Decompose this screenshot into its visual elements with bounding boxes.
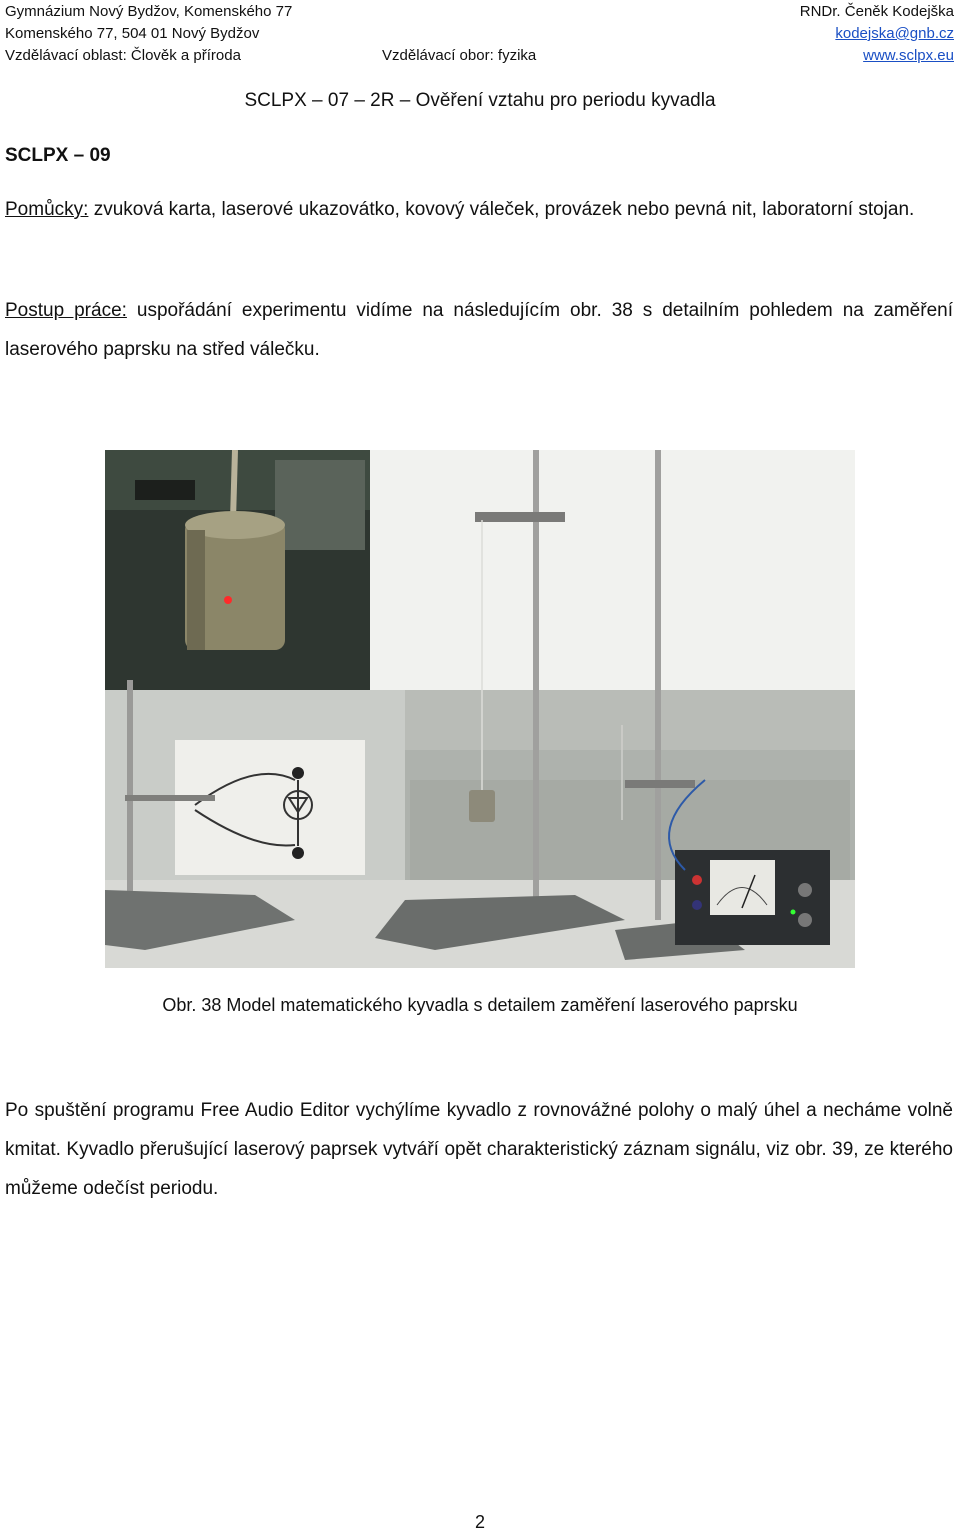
header-email-link[interactable]: kodejska@gnb.cz [835, 25, 954, 42]
header-subject: Vzdělávací obor: fyzika [382, 47, 537, 64]
header-author: RNDr. Čeněk Kodejška [799, 3, 954, 20]
body-paragraph: Po spuštění programu Free Audio Editor vychýlíme kyvadlo z rovnovážné polohy o malý úhel a necháme volně kmitat. Kyvadlo přerušující laserový paprsek vytváří opět charakteristický záznam signálu, viz obr. 39, ze kterého můžeme odečíst periodu. [5, 1100, 953, 1199]
header-web-link[interactable]: www.sclpx.eu [863, 47, 954, 64]
aids-label: Pomůcky: [5, 199, 89, 220]
experiment-photo [105, 450, 855, 968]
procedure-paragraph [5, 291, 953, 369]
procedure-label: Postup práce: [5, 300, 127, 321]
page-number: 2 [474, 1512, 485, 1532]
figure-caption: Obr. 38 Model matematického kyvadla s detailem zaměření laserového paprsku [162, 995, 798, 1015]
experiment-photo-illustration [105, 450, 855, 968]
document-title: SCLPX – 07 – 2R – Ověření vztahu pro periodu kyvadla [244, 90, 716, 111]
header-school: Gymnázium Nový Bydžov, Komenského 77 [5, 3, 293, 20]
header-address: Komenského 77, 504 01 Nový Bydžov [5, 25, 260, 42]
aids-text: zvuková karta, laserové ukazovátko, kovový váleček, provázek nebo pevná nit, laboratorní stojan. [88, 199, 915, 220]
document-code: SCLPX – 09 [5, 145, 111, 166]
procedure-text: uspořádání experimentu vidíme na následujícím obr. 38 s detailním pohledem na zaměření laserového paprsku na střed válečku. [5, 300, 953, 360]
aids-paragraph [5, 190, 953, 229]
header-area: Vzdělávací oblast: Člověk a příroda [5, 47, 241, 64]
